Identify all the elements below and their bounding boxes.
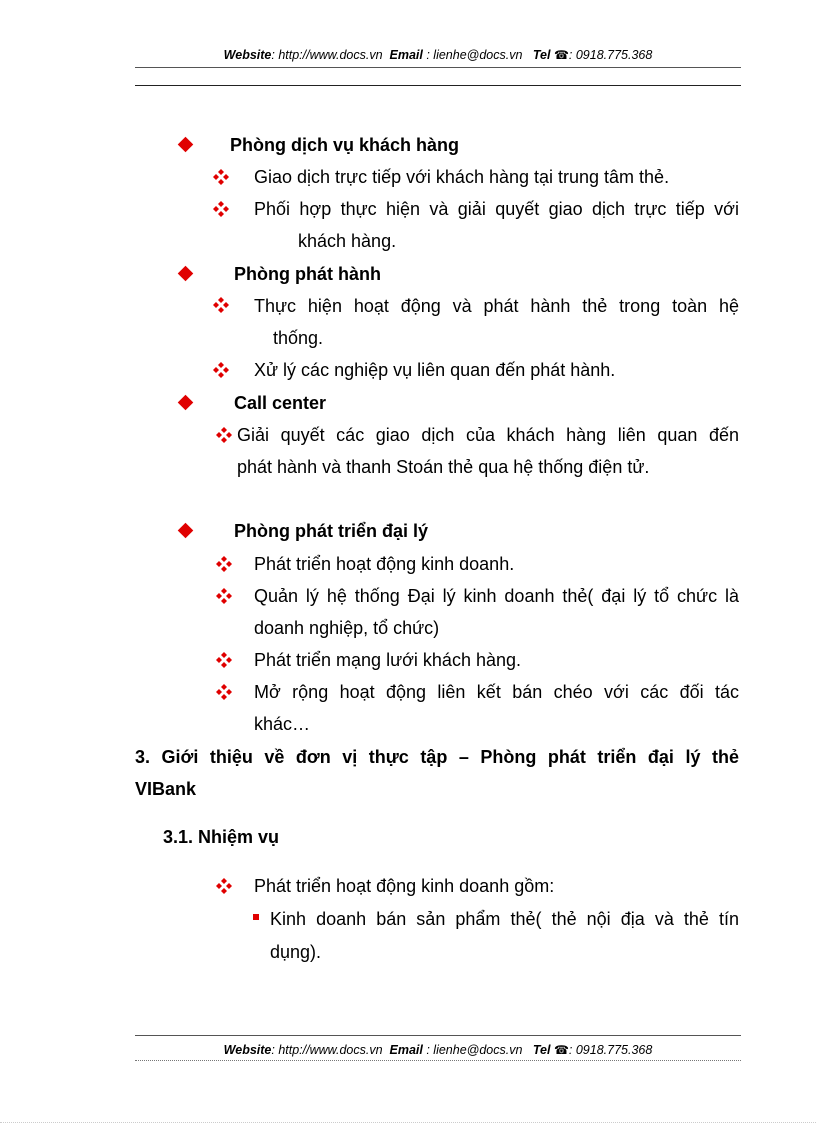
- list-item: Giao dịch trực tiếp với khách hàng tại trung tâm thẻ.: [254, 167, 670, 187]
- list-item: Giải quyết các giao dịch của khách hàng liên quan đến: [237, 425, 739, 445]
- telephone-icon: ☎: [553, 48, 569, 62]
- section-title: Phòng dịch vụ khách hàng: [230, 135, 460, 155]
- diamond-bullet-icon: [178, 137, 194, 153]
- telephone-icon: ☎: [553, 1043, 569, 1057]
- list-item: Thực hiện hoạt động và phát hành thẻ trong toàn hệ: [254, 296, 739, 316]
- list-item-continuation: phát hành và thanh Stoán thẻ qua hệ thống điện tử.: [237, 457, 650, 477]
- list-item: Quản lý hệ thống Đại lý kinh doanh thẻ( đại lý tổ chức là: [254, 586, 739, 606]
- clover-bullet-icon: [216, 556, 232, 572]
- diamond-bullet-icon: [178, 523, 194, 539]
- clover-bullet-icon: [216, 652, 232, 668]
- section-title: Phòng phát triển đại lý: [234, 521, 429, 541]
- subsection-heading: 3.1. Nhiệm vụ: [163, 827, 280, 847]
- list-item-continuation: khách hàng.: [298, 231, 397, 251]
- footer-tel-label: Tel: [532, 1043, 551, 1057]
- header-email-label: Email: [389, 48, 423, 62]
- list-item: Phối hợp thực hiện và giải quyết giao dịch trực tiếp với: [254, 199, 739, 219]
- clover-bullet-icon: [213, 169, 229, 185]
- footer-rule: [135, 1035, 741, 1036]
- list-item: Xử lý các nghiệp vụ liên quan đến phát hành.: [254, 360, 616, 380]
- footer-email-label: Email: [389, 1043, 423, 1057]
- list-item: Mở rộng hoạt động liên kết bán chéo với các đối tác: [254, 682, 739, 702]
- clover-bullet-icon: [213, 362, 229, 378]
- list-item: Phát triển hoạt động kinh doanh gồm:: [254, 876, 555, 896]
- clover-bullet-icon: [216, 684, 232, 700]
- header-website-value: : http://www.docs.vn: [271, 48, 383, 62]
- diamond-bullet-icon: [178, 266, 194, 282]
- clover-bullet-icon: [216, 427, 232, 443]
- list-item-continuation: khác…: [254, 714, 311, 734]
- list-item-continuation: doanh nghiệp, tổ chức): [254, 618, 440, 638]
- footer-tel-value: : 0918.775.368: [568, 1043, 653, 1057]
- footer-email-value: : lienhe@docs.vn: [426, 1043, 523, 1057]
- list-item: Phát triển hoạt động kinh doanh.: [254, 554, 515, 574]
- clover-bullet-icon: [216, 878, 232, 894]
- footer-rule-dotted: [135, 1060, 741, 1061]
- header-rule: [135, 85, 741, 86]
- section-heading: 3. Giới thiệu về đơn vị thực tập – Phòng phát triển đại lý thẻ: [135, 747, 739, 767]
- list-item: Phát triển mạng lưới khách hàng.: [254, 650, 522, 670]
- section-heading-continuation: VIBank: [135, 779, 197, 799]
- page-header: [135, 48, 741, 62]
- section-title: Phòng phát hành: [234, 264, 381, 284]
- header-email-value: : lienhe@docs.vn: [426, 48, 523, 62]
- list-item-continuation: thống.: [273, 328, 324, 348]
- sub-list-item-continuation: dụng).: [270, 942, 322, 962]
- clover-bullet-icon: [213, 297, 229, 313]
- footer-website-value: : http://www.docs.vn: [271, 1043, 383, 1057]
- page-footer: [135, 1043, 741, 1057]
- header-rule-thin: [135, 67, 741, 68]
- header-tel-value: : 0918.775.368: [568, 48, 653, 62]
- square-bullet-icon: [253, 914, 259, 920]
- header-website-label: Website: [223, 48, 272, 62]
- sub-list-item: Kinh doanh bán sản phẩm thẻ( thẻ nội địa và thẻ tín: [270, 909, 739, 929]
- footer-website-label: Website: [223, 1043, 272, 1057]
- clover-bullet-icon: [216, 588, 232, 604]
- header-tel-label: Tel: [532, 48, 551, 62]
- section-title: Call center: [234, 393, 327, 413]
- clover-bullet-icon: [213, 201, 229, 217]
- diamond-bullet-icon: [178, 395, 194, 411]
